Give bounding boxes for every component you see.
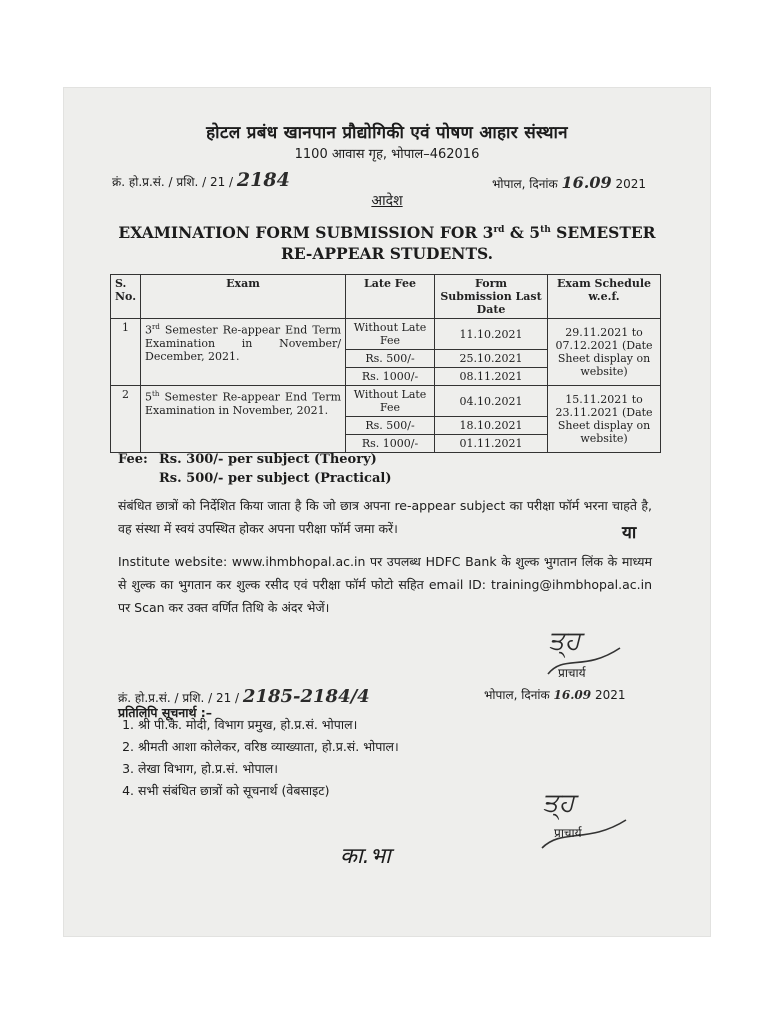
title-sup: th — [540, 225, 551, 235]
fee-practical: Rs. 500/- per subject (Practical) — [159, 471, 392, 486]
copy-date — [484, 686, 625, 703]
copy-date-prefix: भोपाल, दिनांक — [484, 688, 550, 702]
exam-text: Semester Re-appear End Term Examination in November/ December, 2021. — [145, 323, 342, 363]
list-item: 4. सभी संबंधित छात्रों को सूचनार्थ (वेबसाइट) — [138, 780, 399, 802]
row-last-date: 04.10.2021 — [435, 386, 548, 417]
row-schedule: 29.11.2021 to 07.12.2021 (Date Sheet display on website) — [548, 319, 661, 386]
reference-prefix: क्रं. हो.प्र.सं. / प्रशि. / 21 / — [112, 175, 234, 189]
exam-schedule-table — [110, 274, 661, 453]
row-sno: 1 — [111, 319, 141, 386]
exam-number: 5 — [145, 390, 153, 404]
row-late-fee: Rs. 500/- — [346, 417, 435, 435]
signature-mark-2: ਤ੍ਹ — [542, 788, 575, 818]
reference-handwritten: 2184 — [236, 169, 290, 191]
exam-number: 3 — [145, 323, 153, 337]
table-row — [111, 319, 661, 350]
copy-date-handwritten: 16.09 — [553, 688, 592, 702]
title-sup: rd — [493, 225, 505, 235]
issue-date — [492, 173, 646, 192]
row-exam — [141, 386, 346, 453]
row-late-fee: Without Late Fee — [346, 386, 435, 417]
exam-text: Semester Re-appear End Term Examination in November, 2021. — [145, 390, 342, 417]
fee-label: Fee: — [118, 452, 148, 467]
instruction-paragraph-1: संबंधित छात्रों को निर्देशित किया जाता है कि जो छात्र अपना re-appear subject का परीक्षा फॉर्म भरना चाहते है, वह संस्था में स्वयं उपस्थित होकर अपना परीक्षा फॉर्म जमा करें। — [118, 498, 652, 536]
document-page — [64, 88, 710, 936]
fee-theory: Rs. 300/- per subject (Theory) — [159, 452, 377, 467]
exam-notice-title — [64, 220, 710, 264]
issue-date-year: 2021 — [615, 177, 647, 191]
row-exam — [141, 319, 346, 386]
row-last-date: 11.10.2021 — [435, 319, 548, 350]
signature-mark: ਤ੍ਹ — [548, 626, 581, 656]
copy-ref-prefix: क्रं. हो.प्र.सं. / प्रशि. / 21 / — [118, 691, 240, 705]
header-schedule: Exam Schedule w.e.f. — [548, 275, 661, 319]
header-last-date: Form Submission Last Date — [435, 275, 548, 319]
copy-date-year: 2021 — [594, 688, 626, 702]
row-last-date: 01.11.2021 — [435, 435, 548, 453]
or-word: या — [622, 523, 637, 543]
row-last-date: 25.10.2021 — [435, 350, 548, 368]
issue-date-prefix: भोपाल, दिनांक — [492, 177, 558, 191]
title-part: & 5 — [504, 223, 541, 243]
copy-ref-handwritten: 2185-2184/4 — [242, 686, 370, 707]
row-last-date: 08.11.2021 — [435, 368, 548, 386]
institute-name: होटल प्रबंध खानपान प्रौद्योगिकी एवं पोषण आहार संस्थान — [206, 123, 568, 143]
title-line2: RE-APPEAR STUDENTS. — [280, 244, 494, 264]
signature-designation: प्राचार्य — [558, 666, 586, 680]
signature-stroke-icon — [538, 814, 630, 854]
copy-recipient-list — [118, 714, 399, 802]
header-sno: S. No. — [111, 275, 141, 319]
row-last-date: 18.10.2021 — [435, 417, 548, 435]
table-header-row — [111, 275, 661, 319]
row-late-fee: Rs. 500/- — [346, 350, 435, 368]
list-item: 2. श्रीमती आशा कोलेकर, वरिष्ठ व्याख्याता, हो.प्र.सं. भोपाल। — [138, 736, 399, 758]
exam-sup: rd — [152, 323, 160, 331]
list-item: 1. श्री पी.के. मोदी, विभाग प्रमुख, हो.प्र.सं. भोपाल। — [138, 714, 399, 736]
instruction-paragraph-2: Institute website: www.ihmbhopal.ac.in पर उपलब्ध HDFC Bank के शुल्क भुगतान लिंक के माध्यम से शुल्क का भुगतान कर शुल्क रसीद एवं परीक्षा फॉर्म फोटो सहित email ID: training@ihmbhopal.ac.in पर Scan कर उक्त वर्णित तिथि के अंदर भेजें। — [118, 554, 652, 615]
list-item: 3. लेखा विभाग, हो.प्र.सं. भोपाल। — [138, 758, 399, 780]
copy-heading: प्रतिलिपि सूचनार्थ :– — [118, 705, 213, 720]
order-title: आदेश — [371, 193, 403, 209]
signature-designation-2: प्राचार्य — [554, 826, 582, 840]
institute-address: 1100 आवास गृह, भोपाल–462016 — [294, 147, 480, 162]
handwritten-initials: का.भा — [340, 844, 391, 869]
exam-sup: th — [152, 390, 160, 398]
header-late-fee: Late Fee — [346, 275, 435, 319]
row-late-fee: Rs. 1000/- — [346, 435, 435, 453]
title-part: EXAMINATION FORM SUBMISSION FOR 3 — [118, 223, 494, 243]
table-row — [111, 386, 661, 417]
title-part: SEMESTER — [550, 223, 656, 243]
header-exam: Exam — [141, 275, 346, 319]
issue-date-handwritten: 16.09 — [561, 173, 612, 192]
row-late-fee: Without Late Fee — [346, 319, 435, 350]
row-late-fee: Rs. 1000/- — [346, 368, 435, 386]
row-sno: 2 — [111, 386, 141, 453]
reference-number — [112, 169, 290, 191]
row-schedule: 15.11.2021 to 23.11.2021 (Date Sheet display on website) — [548, 386, 661, 453]
